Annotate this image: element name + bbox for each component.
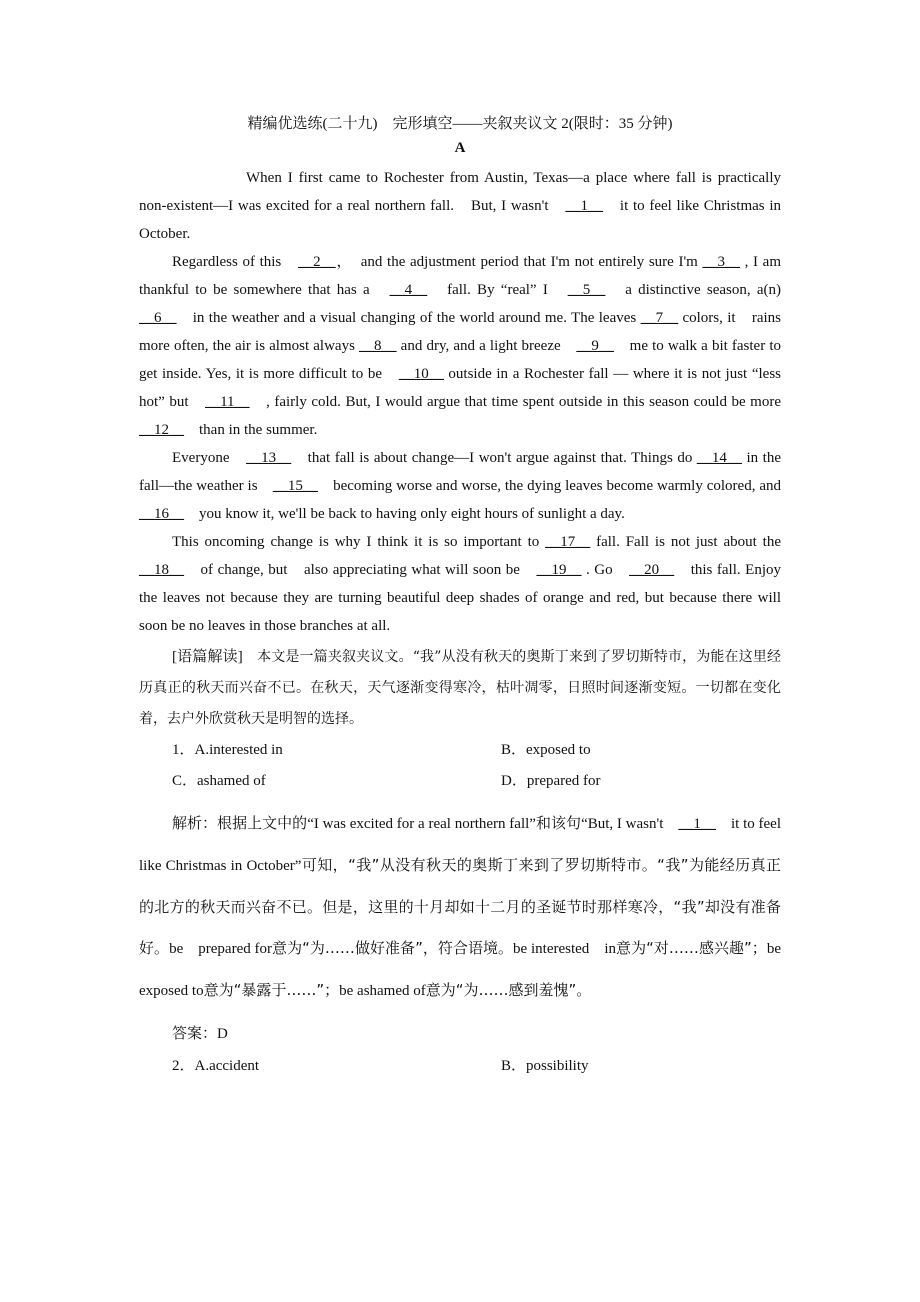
option-1a: 1．A.interested in <box>172 742 283 758</box>
blank-15: __15__ <box>272 478 318 494</box>
option-1d: D．prepared for <box>501 773 601 789</box>
document-page <box>139 112 797 1082</box>
passage-paragraph-2: Regardless of this __2__， and the adjustment period that I'm not entirely sure I'm __3__ , I am thankful to be somewhere that has a __4__ fall. By “real” I __5__ a distinctive season, a(n) __6__ in the weather and a visual changing of the world around me. The leaves __7__ colors, it rains more often, the air is almost always __8__ and dry, and a light breeze __9__ me to walk a bit faster to get inside. Yes, it is more difficult to be __10__ outside in a Rochester fall — where it is not just “less hot” but __11__ , fairly cold. But, I would argue that time spent outside in this season could be more __12__ than in the summer. <box>139 254 797 438</box>
blank-16: __16__ <box>139 506 184 522</box>
blank-2: __2__ <box>298 254 336 270</box>
blank-13: __13__ <box>246 450 292 466</box>
passage-paragraph-1: When I first came to Rochester from Austin, Texas—a place where fall is practically non-existent—I was excited for a real northern fall. But, I wasn't __1__ it to feel like Christmas in October. <box>139 170 781 242</box>
blank-9: __9__ <box>576 338 614 354</box>
analysis-blank-1: __1__ <box>678 816 716 832</box>
blank-17: __17__ <box>545 534 591 550</box>
option-2b: B．possibility <box>501 1058 589 1074</box>
question-1-analysis: 解析：根据上文中的“I was excited for a real northern fall”和该句“But, I wasn't __1__ it to feel like Christmas in October”可知，“我”从没有秋天的奥斯丁来到了罗切斯特市。“我”为能经历真正的北方的秋天而兴奋不已。但是，这里的十月却如十二月的圣诞节时那样寒冷，“我”却没有准备好。be prepared for意为“为……做好准备”，符合语境。be interested in意为“对……感兴趣”；be exposed to意为“暴露于……”；be ashamed of意为“为……感到羞愧”。 <box>139 814 781 999</box>
summary-text: 本文是一篇夹叙夹议文。“我”从没有秋天的奥斯丁来到了罗切斯特市，为能在这里经历真正的秋天而兴奋不已。在秋天，天气逐渐变得寒冷，枯叶凋零，日照时间逐渐变短。一切都在变化着，去户外欣赏秋天是明智的选择。 <box>139 649 782 727</box>
blank-12: __12__ <box>139 422 184 438</box>
option-1c: C．ashamed of <box>172 773 266 789</box>
blank-8: __8__ <box>359 338 397 354</box>
page-title: 精编优选练(二十九) 完形填空——夹叙夹议文 2(限时：35 分钟) <box>247 116 673 132</box>
blank-10: __10__ <box>398 366 444 382</box>
option-1b: B．exposed to <box>501 742 591 758</box>
question-1-answer: 答案：D <box>172 1024 228 1042</box>
option-2a: 2．A.accident <box>172 1058 260 1074</box>
blank-6: __6__ <box>139 310 177 326</box>
blank-19: __19__ <box>536 562 582 578</box>
blank-18: __18__ <box>139 562 184 578</box>
question-1-options-row-1 <box>139 735 781 766</box>
blank-5: __5__ <box>567 282 606 298</box>
summary-tag: [语篇解读] <box>172 649 243 665</box>
question-2-options-row-1 <box>139 1051 781 1082</box>
passage-paragraph-4: This oncoming change is why I think it is so important to __17__ fall. Fall is not just about the __18__ of change, but also appreciating what will soon be __19__ . Go __20__ this fall. Enjoy the leaves not because they are turning beautiful deep shades of orange and red, but because there will soon be no leaves in those branches at all. <box>139 534 782 634</box>
blank-14: __14__ <box>696 450 742 466</box>
passage-summary <box>139 642 781 735</box>
blank-4: __4__ <box>389 282 428 298</box>
answer-value: D <box>217 1026 228 1042</box>
blank-3: __3__ <box>702 254 740 270</box>
section-heading: A <box>454 140 466 156</box>
blank-20: __20__ <box>629 562 675 578</box>
blank-7: __7__ <box>640 310 679 326</box>
question-1-options-row-2 <box>139 766 781 797</box>
blank-11: __11__ <box>205 394 250 410</box>
passage-paragraph-3: Everyone __13__ that fall is about change—I won't argue against that. Things do __14__ in the fall—the weather is __15__ becoming worse and worse, the dying leaves become warmly colored, and __16__ you know it, we'll be back to having only eight hours of sunlight a day. <box>139 450 781 522</box>
blank-1: __1__ <box>565 198 603 214</box>
